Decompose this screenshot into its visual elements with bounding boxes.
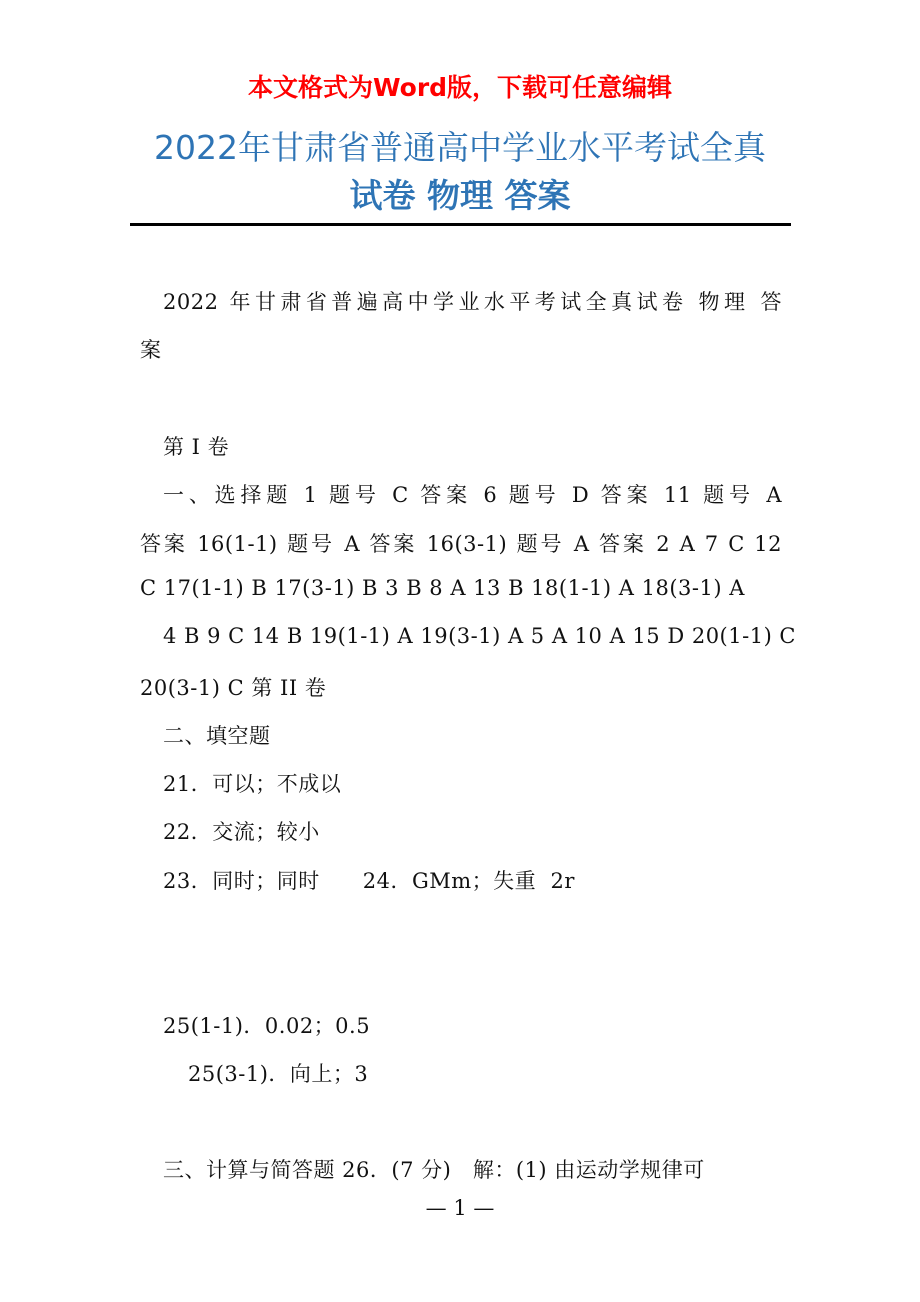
section-1-label: 第 I 卷 (163, 435, 230, 459)
fill-answer: 21．可以；不成以 (163, 772, 342, 796)
fill-answer: 25(1-1)．0.02；0.5 (163, 1014, 371, 1038)
choice-line: C 17(1-1) B 17(3-1) B 3 B 8 A 13 B 18(1-1) A 18(3-1) A (140, 576, 745, 600)
choice-line: 4 B 9 C 14 B 19(1-1) A 19(3-1) A 5 A 10 A 15 D 20(1-1) C (163, 624, 797, 648)
fill-answer: 23．同时；同时 24．GMm；失重 2r (163, 869, 575, 893)
choice-line: 20(3-1) C 第 II 卷 (140, 676, 327, 700)
body-heading-line-2: 案 (140, 338, 162, 362)
page-number: — 1 — (425, 1196, 495, 1220)
title-divider (130, 223, 791, 226)
calculation-section-line: 三、计算与简答题 26．(7 分) 解：(1) 由运动学规律可 (163, 1158, 705, 1182)
fill-section-heading: 二、填空题 (163, 724, 271, 748)
word-format-banner: 本文格式为Word版，下载可任意编辑 (247, 73, 673, 102)
fill-answer: 25(3-1)．向上；3 (188, 1062, 369, 1086)
document-title-line-2: 试卷 物理 答案 (349, 176, 571, 215)
choice-line: 一、选择题 1 题号 C 答案 6 题号 D 答案 11 题号 A (163, 483, 782, 507)
choice-line: 答案 16(1-1) 题号 A 答案 16(3-1) 题号 A 答案 2 A 7 C 12 (140, 532, 782, 556)
body-heading-line-1: 2022 年甘肃省普遍高中学业水平考试全真试卷 物理 答 (163, 290, 782, 314)
document-title-line-1: 2022年甘肃省普通高中学业水平考试全真 (154, 128, 766, 167)
fill-answer: 22．交流；较小 (163, 820, 320, 844)
